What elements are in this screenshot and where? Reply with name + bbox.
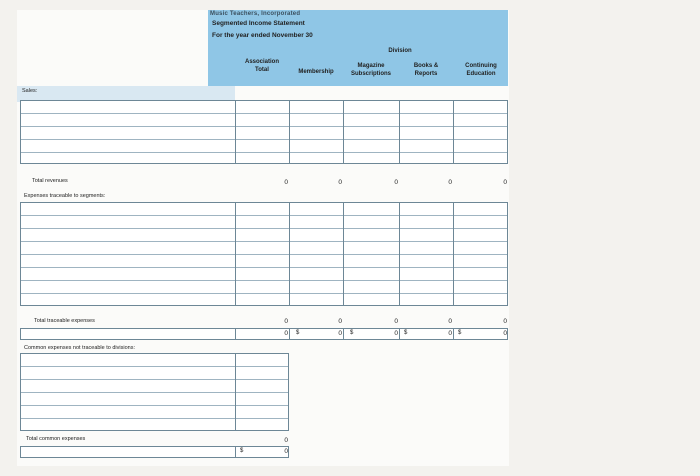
col-magazine-subscriptions: [344, 62, 398, 78]
segment-margin-total: 0: [284, 330, 288, 337]
sales-input-grid[interactable]: [20, 100, 508, 164]
col-label-line1: Continuing: [465, 63, 497, 69]
statement-title: Segmented Income Statement: [212, 20, 305, 27]
dollar-sign: $: [404, 330, 408, 336]
dollar-sign: $: [296, 330, 300, 336]
company-name: Music Teachers, Incorporated: [210, 11, 301, 17]
total-common-label: Total common expenses: [26, 436, 86, 442]
segment-margin-membership: 0: [338, 330, 342, 337]
col-label-line1: Membership: [298, 69, 334, 75]
total-traceable-label: Total traceable expenses: [34, 318, 95, 324]
col-label-line2: Subscriptions: [350, 71, 391, 77]
col-label-line1: Magazine: [357, 63, 385, 69]
segment-margin-magazine: 0: [394, 330, 398, 337]
col-membership: [290, 68, 342, 76]
dollar-sign: $: [240, 448, 244, 454]
expenses-traceable-label: Expenses traceable to segments:: [24, 193, 106, 199]
total-revenues-label: Total revenues: [32, 178, 68, 184]
sales-label: Sales:: [22, 88, 38, 94]
col-association-total: [236, 58, 288, 74]
common-expenses-label: Common expenses not traceable to divisions:: [24, 345, 135, 351]
total-revenues-education: 0: [503, 179, 507, 186]
total-traceable-magazine: 0: [394, 318, 398, 325]
total-revenues-total: 0: [284, 179, 288, 186]
total-revenues-membership: 0: [338, 179, 342, 186]
total-traceable-books: 0: [448, 318, 452, 325]
total-traceable-education: 0: [503, 318, 507, 325]
segment-margin-books: 0: [448, 330, 452, 337]
net-income-total: 0: [284, 448, 288, 455]
col-label-line2: Reports: [414, 71, 438, 77]
col-continuing-education: [454, 62, 508, 78]
total-revenues-books: 0: [448, 179, 452, 186]
col-label-line2: Education: [466, 71, 496, 77]
col-label-line1: Association: [244, 59, 279, 65]
dollar-sign: $: [350, 330, 354, 336]
dollar-sign: $: [458, 330, 462, 336]
total-traceable-membership: 0: [338, 318, 342, 325]
segment-margin-education: 0: [503, 330, 507, 337]
col-label-line2: Total: [255, 67, 269, 73]
total-revenues-magazine: 0: [394, 179, 398, 186]
total-traceable-total: 0: [284, 318, 288, 325]
traceable-expenses-input-grid[interactable]: [20, 202, 508, 306]
common-expenses-input-grid[interactable]: [20, 353, 289, 431]
division-header: Division: [388, 48, 412, 54]
total-common-total: 0: [284, 437, 288, 444]
col-books-reports: [400, 62, 452, 78]
net-income-row: [20, 446, 289, 458]
col-label-line1: Books &: [413, 63, 439, 69]
statement-period: For the year ended November 30: [212, 32, 313, 39]
